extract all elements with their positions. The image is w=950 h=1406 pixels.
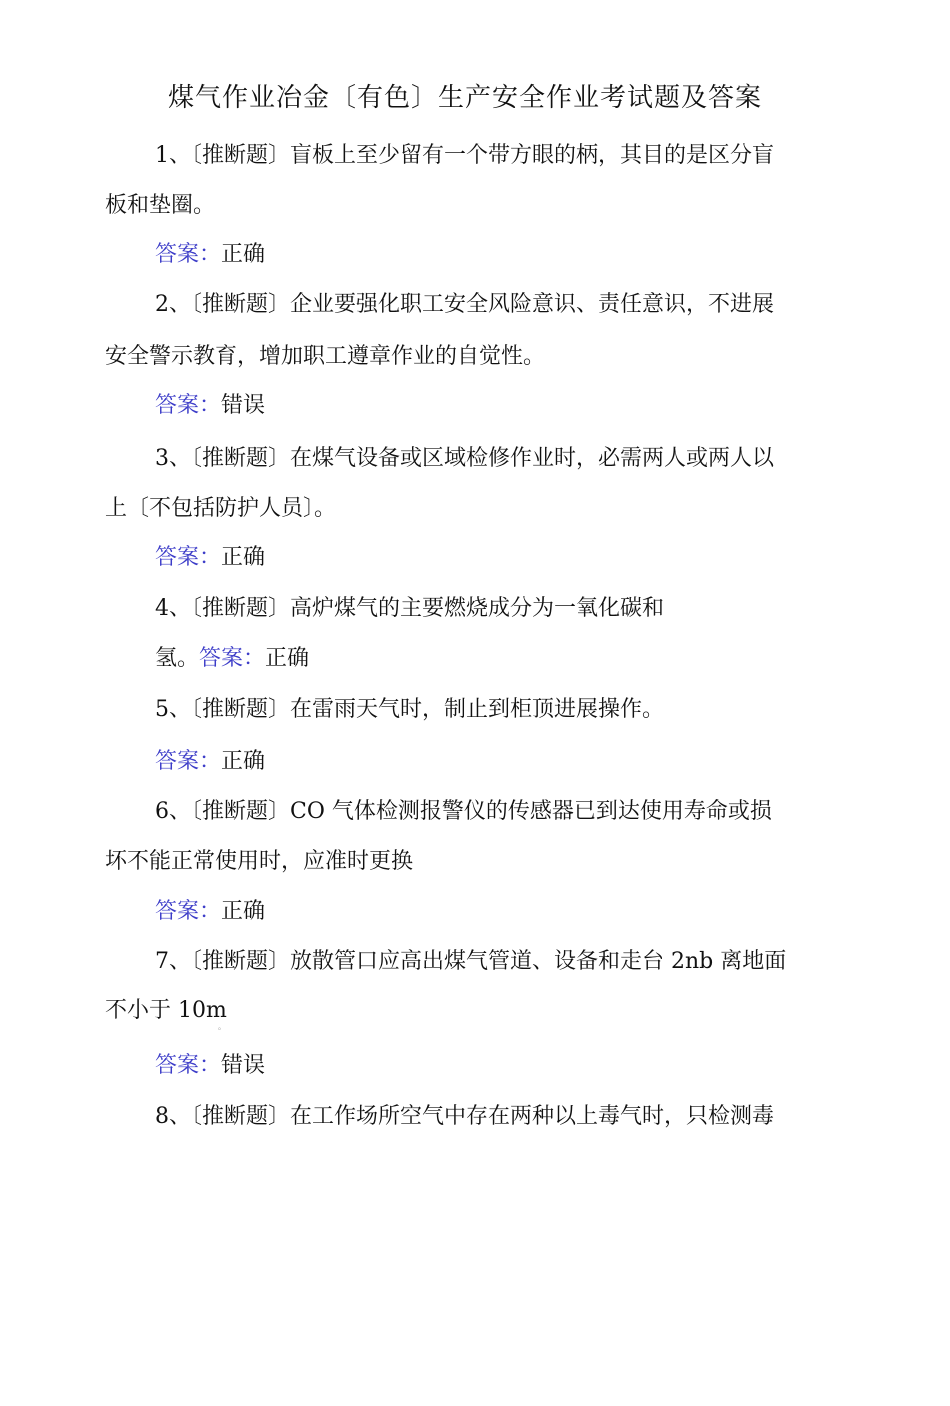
answer-value: 正确 [221, 242, 266, 267]
answer-value: 错误 [221, 1053, 266, 1078]
question-7-trailing-mark: 。 [218, 1022, 226, 1031]
answer-label: 答案： [155, 545, 222, 570]
question-2-line-1: 2、〔推断题〕企业要强化职工安全风险意识、责任意识，不进展 [155, 292, 774, 317]
question-1-line-1: 1、〔推断题〕盲板上至少留有一个带方眼的柄，其目的是区分盲 [155, 143, 774, 168]
question-3-line-1: 3、〔推断题〕在煤气设备或区域检修作业时，必需两人或两人以 [155, 446, 774, 471]
answer-2 [155, 390, 265, 422]
answer-5 [155, 746, 265, 778]
answer-7 [155, 1050, 265, 1082]
question-1-line-2: 板和垫圈。 [105, 193, 216, 218]
question-7-line-2: 不小于 10m [105, 998, 227, 1023]
answer-value: 正确 [221, 899, 266, 924]
answer-6 [155, 896, 265, 928]
answer-3 [155, 542, 265, 574]
question-3-line-2: 上〔不包括防护人员〕。 [105, 496, 337, 521]
question-6-line-1: 6、〔推断题〕CO 气体检测报警仪的传感器已到达使用寿命或损 [155, 799, 772, 824]
answer-1 [155, 239, 265, 271]
question-4-line-2-text: 氢。 [155, 646, 200, 671]
answer-label: 答案： [155, 393, 222, 418]
question-4-line-1: 4、〔推断题〕高炉煤气的主要燃烧成分为一氧化碳和 [155, 596, 664, 621]
answer-label: 答案： [155, 242, 222, 267]
answer-label: 答案： [155, 899, 222, 924]
answer-value: 正确 [265, 646, 310, 671]
answer-label: 答案： [199, 646, 266, 671]
question-6-line-2: 坏不能正常使用时，应准时更换 [105, 849, 414, 874]
question-8-line-1: 8、〔推断题〕在工作场所空气中存在两种以上毒气时，只检测毒 [155, 1104, 774, 1129]
answer-label: 答案： [155, 749, 222, 774]
answer-label: 答案： [155, 1053, 222, 1078]
question-4-line-2 [155, 643, 309, 675]
document-title: 煤气作业冶金〔有色〕生产安全作业考试题及答案 [167, 83, 762, 113]
answer-value: 错误 [221, 393, 266, 418]
question-2-line-2: 安全警示教育，增加职工遵章作业的自觉性。 [105, 344, 546, 369]
answer-value: 正确 [221, 749, 266, 774]
question-5-line-1: 5、〔推断题〕在雷雨天气时，制止到柜顶进展操作。 [155, 697, 664, 722]
answer-value: 正确 [221, 545, 266, 570]
question-7-line-1: 7、〔推断题〕放散管口应高出煤气管道、设备和走台 2nb 离地面 [155, 949, 787, 974]
